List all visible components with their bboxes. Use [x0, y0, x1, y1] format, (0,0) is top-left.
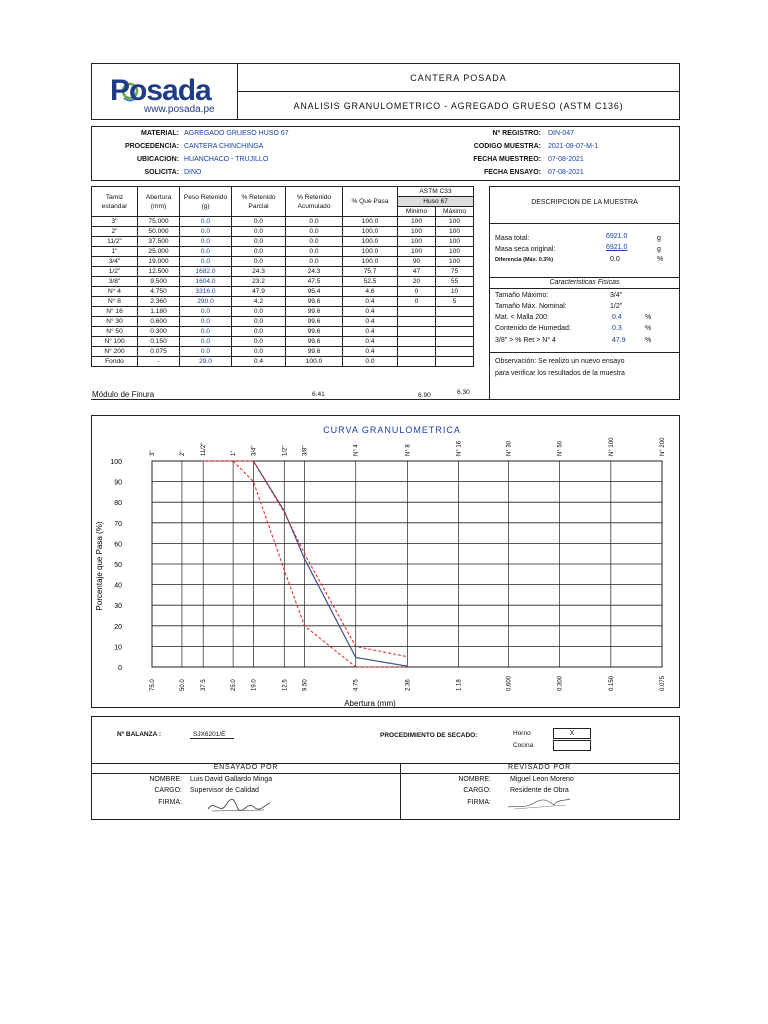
humedad-unit: %	[645, 325, 652, 332]
e-nombre-label: NOMBRE:	[149, 776, 182, 783]
obs-line2: para verificar los resultados de la muestra	[495, 370, 625, 377]
cell-rp: 0.0	[232, 347, 286, 357]
cell-mn	[398, 327, 436, 337]
r-signature	[504, 795, 574, 815]
cell-q: 100.0	[343, 237, 398, 247]
cell-q: 75.7	[343, 267, 398, 277]
cell-mn	[398, 307, 436, 317]
e-cargo: Supervisor de Calidad	[190, 787, 259, 794]
cell-a: 0.150	[138, 337, 180, 347]
cell-q: 0.4	[343, 317, 398, 327]
x-tick-label: 0.150	[608, 675, 615, 691]
cell-t: 1/2"	[92, 267, 138, 277]
modulo-max: 6.30	[457, 389, 470, 396]
footer-box	[91, 716, 680, 820]
procedencia-label: PROCEDENCIA:	[124, 143, 179, 150]
sieve-label: 3/8"	[302, 445, 309, 456]
cell-rp: 0.0	[232, 237, 286, 247]
masa-seca-value: 6921.0	[606, 244, 628, 251]
e-firma-label: FIRMA:	[158, 799, 182, 806]
sieve-label: N° 8	[405, 444, 412, 456]
cell-p: 290.0	[180, 297, 232, 307]
sieve-label: 1"	[231, 450, 238, 456]
table-row	[92, 327, 474, 337]
cell-rp: 0.0	[232, 327, 286, 337]
table-row	[92, 317, 474, 327]
col-tamiz: Tamiz estandar	[92, 187, 138, 217]
cell-q: 0.4	[343, 297, 398, 307]
e-signature	[204, 795, 274, 817]
masa-seca-unit: g	[657, 246, 661, 253]
cell-mn	[398, 337, 436, 347]
sieve-table	[91, 186, 474, 367]
cell-a: 12.500	[138, 267, 180, 277]
col-astm: ASTM C33	[398, 187, 474, 197]
cell-ra: 99.6	[286, 347, 343, 357]
table-row	[92, 337, 474, 347]
muestreo-label: FECHA MUESTREO:	[473, 156, 541, 163]
x-tick-label: 25.0	[231, 679, 238, 691]
cell-mn: 90	[398, 257, 436, 267]
ret-label: 3/8" > % Ret > N° 4	[495, 337, 556, 344]
col-peso: Peso Retenido (g)	[180, 187, 232, 217]
table-row	[92, 247, 474, 257]
cell-p: 1682.0	[180, 267, 232, 277]
sieve-label: N° 100	[608, 437, 615, 456]
col-acumulado: % Retenido Acumulado	[286, 187, 343, 217]
humedad-value: 0.3	[612, 325, 622, 332]
cell-rp: 47.9	[232, 287, 286, 297]
y-tick-label: 0	[118, 665, 122, 672]
cell-mx	[436, 307, 474, 317]
cell-mn: 100	[398, 227, 436, 237]
r-cargo: Residente de Obra	[510, 787, 569, 794]
cell-q: 0.0	[343, 357, 398, 367]
obs-divider	[490, 352, 679, 353]
header-titles	[237, 64, 679, 119]
horno-label: Horno	[513, 730, 531, 737]
r-firma-label: FIRMA:	[467, 799, 491, 806]
sieve-label: 11/2"	[201, 442, 208, 456]
cell-mx: 100	[436, 217, 474, 227]
procedencia-value: CANTERA CHINCHINGA	[184, 143, 264, 150]
cell-t: N° 16	[92, 307, 138, 317]
company-name: CANTERA POSADA	[238, 64, 679, 92]
x-tick-label: 4.75	[353, 679, 360, 691]
ubicacion-label: UBICACION:	[137, 156, 179, 163]
info-box	[91, 126, 680, 181]
x-tick-label: 0.600	[506, 675, 513, 691]
sig-mid-line	[92, 773, 679, 774]
cell-t: N° 4	[92, 287, 138, 297]
cell-rp: 23.2	[232, 277, 286, 287]
sig-vertical	[400, 763, 401, 819]
cell-ra: 100.0	[286, 357, 343, 367]
cell-q: 100.0	[343, 247, 398, 257]
cell-a: 0.075	[138, 347, 180, 357]
header-box	[91, 63, 680, 120]
diferencia-label: Diferencia (Máx. 0.3%)	[495, 257, 554, 263]
sieve-label: N° 4	[353, 444, 360, 456]
y-axis-label: Porcentaje que Pasa (%)	[95, 521, 104, 611]
y-tick-label: 30	[114, 603, 122, 611]
x-tick-label: 2.36	[405, 679, 412, 691]
table-row	[92, 217, 474, 227]
x-tick-label: 37.5	[201, 679, 208, 691]
cell-mn: 20	[398, 277, 436, 287]
cell-mn: 100	[398, 247, 436, 257]
table-row	[92, 287, 474, 297]
x-tick-label: 12.5	[282, 679, 289, 691]
table-row	[92, 307, 474, 317]
cell-mx	[436, 327, 474, 337]
sieve-label: N° 200	[660, 437, 666, 456]
cell-t: 3"	[92, 217, 138, 227]
cell-a: 4.750	[138, 287, 180, 297]
table-row	[92, 227, 474, 237]
cell-p: 0.0	[180, 327, 232, 337]
cell-a: 37.500	[138, 237, 180, 247]
col-pasa: % Que Pasa	[343, 187, 398, 217]
y-tick-label: 40	[114, 582, 122, 590]
cell-q: 0.4	[343, 327, 398, 337]
malla-label: Mat. < Malla 200:	[495, 314, 549, 321]
y-tick-label: 90	[114, 479, 122, 487]
table-row	[92, 267, 474, 277]
cell-rp: 0.0	[232, 217, 286, 227]
cell-ra: 47.5	[286, 277, 343, 287]
secado-label: PROCEDIMIENTO DE SECADO:	[380, 732, 478, 739]
table-row	[92, 297, 474, 307]
codigo-label: CODIGO MUESTRA:	[473, 143, 541, 150]
cell-t: 2"	[92, 227, 138, 237]
modulo-min: 6.90	[418, 392, 431, 399]
cell-mx	[436, 357, 474, 367]
cell-p: 0.0	[180, 247, 232, 257]
descripcion-title: DESCRIPCION DE LA MUESTRA	[531, 199, 638, 206]
sieve-label: N° 50	[557, 440, 564, 456]
x-tick-label: 0.300	[557, 675, 564, 691]
malla-unit: %	[645, 314, 652, 321]
ensayado-title: ENSAYADO POR	[213, 764, 279, 771]
sieve-label: N° 16	[456, 440, 463, 456]
cell-mx: 75	[436, 267, 474, 277]
cell-rp: 0.0	[232, 257, 286, 267]
cell-t: 11/2"	[92, 237, 138, 247]
cell-rp: 0.0	[232, 317, 286, 327]
cocina-label: Cocina	[513, 742, 534, 749]
y-tick-label: 50	[114, 562, 122, 569]
cell-a: 50.000	[138, 227, 180, 237]
cell-ra: 99.6	[286, 307, 343, 317]
cell-ra: 99.6	[286, 317, 343, 327]
sample-curve	[253, 461, 407, 666]
obs-line1: Observación: Se realizo un nuevo ensayo	[495, 358, 625, 365]
solicita-label: SOLICITA:	[144, 169, 179, 176]
material-label: MATERIAL:	[141, 130, 179, 137]
cell-p: 0.0	[180, 317, 232, 327]
chart-box	[91, 415, 680, 708]
y-tick-label: 60	[114, 541, 122, 549]
cell-ra: 24.3	[286, 267, 343, 277]
cell-p: 0.0	[180, 347, 232, 357]
col-parcial: % Retenido Parcial	[232, 187, 286, 217]
col-huso: Huso 67	[398, 197, 474, 207]
tnom-label: Tamaño Máx. Nominal:	[495, 303, 567, 310]
cell-a: 19.000	[138, 257, 180, 267]
sieve-label: N° 30	[506, 440, 513, 456]
balanza-label: Nº BALANZA :	[117, 731, 162, 738]
cell-a: 0.600	[138, 317, 180, 327]
cell-a: 9.500	[138, 277, 180, 287]
spec-limit-curve	[203, 461, 407, 657]
cell-p: 0.0	[180, 217, 232, 227]
ret-unit: %	[645, 337, 652, 344]
table-row	[92, 277, 474, 287]
cell-rp: 4.2	[232, 297, 286, 307]
x-tick-label: 75.0	[150, 679, 156, 691]
cell-q: 100.0	[343, 227, 398, 237]
muestreo-value: 07-08-2021	[548, 156, 584, 163]
solicita-value: DINO	[184, 169, 202, 176]
registro-value: DIN-047	[548, 130, 575, 137]
cell-a: -	[138, 357, 180, 367]
caract-bottom	[490, 288, 679, 289]
y-tick-label: 20	[114, 623, 122, 631]
cell-p: 0.0	[180, 227, 232, 237]
cell-rp: 0.0	[232, 307, 286, 317]
cell-ra: 0.0	[286, 237, 343, 247]
cell-mx: 55	[436, 277, 474, 287]
cell-mn: 100	[398, 217, 436, 227]
description-panel	[489, 186, 680, 400]
sieve-label: 3/4"	[251, 445, 258, 456]
table-row	[92, 347, 474, 357]
cell-rp: 0.0	[232, 247, 286, 257]
cell-mx: 10	[436, 287, 474, 297]
masa-total-unit: g	[657, 235, 661, 242]
caract-top	[490, 277, 679, 278]
cell-q: 52.5	[343, 277, 398, 287]
cell-mn	[398, 347, 436, 357]
cell-ra: 95.4	[286, 287, 343, 297]
cell-rp: 24.3	[232, 267, 286, 277]
diferencia-value: 0.0	[610, 256, 620, 263]
masa-seca-label: Masa seca original:	[495, 246, 556, 253]
cell-a: 0.300	[138, 327, 180, 337]
tmax-value: 3/4"	[610, 292, 623, 299]
cell-p: 3316.0	[180, 287, 232, 297]
cell-mn: 47	[398, 267, 436, 277]
cell-p: 1604.0	[180, 277, 232, 287]
cell-q: 4.6	[343, 287, 398, 297]
cell-q: 0.4	[343, 347, 398, 357]
r-nombre: Miguel Leon Moreno	[510, 776, 574, 783]
cell-ra: 0.0	[286, 217, 343, 227]
cell-p: 0.0	[180, 257, 232, 267]
col-min: Minimo	[398, 207, 436, 217]
malla-value: 0.4	[612, 314, 622, 321]
sieve-label: 2"	[179, 450, 186, 456]
cell-mn	[398, 357, 436, 367]
cell-t: 1"	[92, 247, 138, 257]
posada-logo	[110, 72, 225, 114]
cell-a: 1.180	[138, 307, 180, 317]
cell-t: N° 30	[92, 317, 138, 327]
tnom-value: 1/2"	[610, 303, 623, 310]
logo-url: www.posada.pe	[144, 104, 215, 115]
modulo-line	[91, 399, 489, 400]
cell-ra: 99.6	[286, 337, 343, 347]
cell-mn: 100	[398, 237, 436, 247]
report-title: ANALISIS GRANULOMETRICO - AGREGADO GRUESO (ASTM C136)	[293, 100, 624, 111]
cell-rp: 0.0	[232, 227, 286, 237]
cell-mx: 100	[436, 257, 474, 267]
horno-checkbox[interactable]: X	[553, 728, 591, 739]
x-tick-label: 1.18	[456, 679, 463, 691]
cell-a: 2.360	[138, 297, 180, 307]
cell-rp: 0.0	[232, 337, 286, 347]
y-tick-label: 100	[110, 459, 122, 466]
x-tick-label: 9.50	[302, 679, 309, 691]
cell-ra: 99.6	[286, 297, 343, 307]
modulo-value: 6.41	[312, 391, 325, 398]
ubicacion-value: HUANCHACO - TRUJILLO	[184, 156, 269, 163]
x-tick-label: 0.075	[660, 675, 666, 691]
cell-mn: 0	[398, 287, 436, 297]
balanza-value: SJX6201/E	[190, 731, 234, 739]
chart-title: CURVA GRANULOMETRICA	[323, 425, 461, 435]
y-tick-label: 70	[114, 520, 122, 528]
y-tick-label: 10	[114, 644, 122, 652]
cell-ra: 99.6	[286, 327, 343, 337]
cell-q: 0.4	[343, 337, 398, 347]
humedad-label: Contenido de Humedad:	[495, 325, 571, 332]
tmax-label: Tamaño Máximo:	[495, 292, 549, 299]
masa-total-label: Masa total:	[495, 235, 530, 242]
cell-t: Fondo	[92, 357, 138, 367]
logo-text: Posada	[110, 74, 211, 107]
cell-a: 75.000	[138, 217, 180, 227]
cell-mx: 100	[436, 247, 474, 257]
cell-t: 3/4"	[92, 257, 138, 267]
caract-title: Caracteristicas Fisicas	[549, 279, 620, 286]
cell-mx	[436, 347, 474, 357]
cell-mx: 100	[436, 237, 474, 247]
cell-rp: 0.4	[232, 357, 286, 367]
modulo-label: Módulo de Finura	[92, 390, 155, 399]
cell-mx	[436, 337, 474, 347]
cell-mn: 0	[398, 297, 436, 307]
diferencia-unit: %	[657, 256, 664, 263]
cell-p: 0.0	[180, 337, 232, 347]
revisado-title: REVISADO POR	[508, 764, 571, 771]
cell-mn	[398, 317, 436, 327]
cell-q: 100.0	[343, 217, 398, 227]
cell-t: N° 200	[92, 347, 138, 357]
sieve-label: 1/2"	[282, 445, 289, 456]
cell-p: 0.0	[180, 307, 232, 317]
table-row	[92, 237, 474, 247]
registro-label: Nº REGISTRO:	[492, 130, 541, 137]
material-value: AGREGADO GRUESO HUSO 67	[184, 130, 289, 137]
gradation-chart	[92, 416, 679, 707]
x-axis-label: Abertura (mm)	[344, 699, 396, 707]
r-nombre-label: NOMBRE:	[458, 776, 491, 783]
desc-divider	[490, 223, 679, 224]
cell-t: N° 100	[92, 337, 138, 347]
cell-ra: 0.0	[286, 247, 343, 257]
cell-q: 0.4	[343, 307, 398, 317]
sieve-label: 3"	[150, 450, 156, 456]
cocina-checkbox[interactable]	[553, 740, 591, 751]
cell-q: 100.0	[343, 257, 398, 267]
ensayo-label: FECHA ENSAYO:	[483, 169, 541, 176]
cell-a: 25.000	[138, 247, 180, 257]
ret-value: 47.9	[612, 337, 626, 344]
e-nombre: Luis David Gallardo Minga	[190, 776, 273, 783]
cell-t: N° 8	[92, 297, 138, 307]
e-cargo-label: CARGO:	[154, 787, 182, 794]
masa-total-value: 6921.0	[606, 233, 628, 240]
ensayo-value: 07-08-2021	[548, 169, 584, 176]
cell-p: 0.0	[180, 237, 232, 247]
cell-mx	[436, 317, 474, 327]
table-row	[92, 257, 474, 267]
table-row	[92, 357, 474, 367]
col-max: Máximo	[436, 207, 474, 217]
col-abertura: Abertura (mm)	[138, 187, 180, 217]
cell-t: N° 50	[92, 327, 138, 337]
cell-mx: 5	[436, 297, 474, 307]
cell-p: 29.0	[180, 357, 232, 367]
cell-mx: 100	[436, 227, 474, 237]
x-tick-label: 50.0	[179, 679, 186, 691]
y-tick-label: 80	[114, 500, 122, 508]
cell-ra: 0.0	[286, 257, 343, 267]
codigo-value: 2021-08-07-M-1	[548, 143, 599, 150]
cell-t: 3/8"	[92, 277, 138, 287]
r-cargo-label: CARGO:	[463, 787, 491, 794]
cell-ra: 0.0	[286, 227, 343, 237]
x-tick-label: 19.0	[251, 679, 258, 691]
